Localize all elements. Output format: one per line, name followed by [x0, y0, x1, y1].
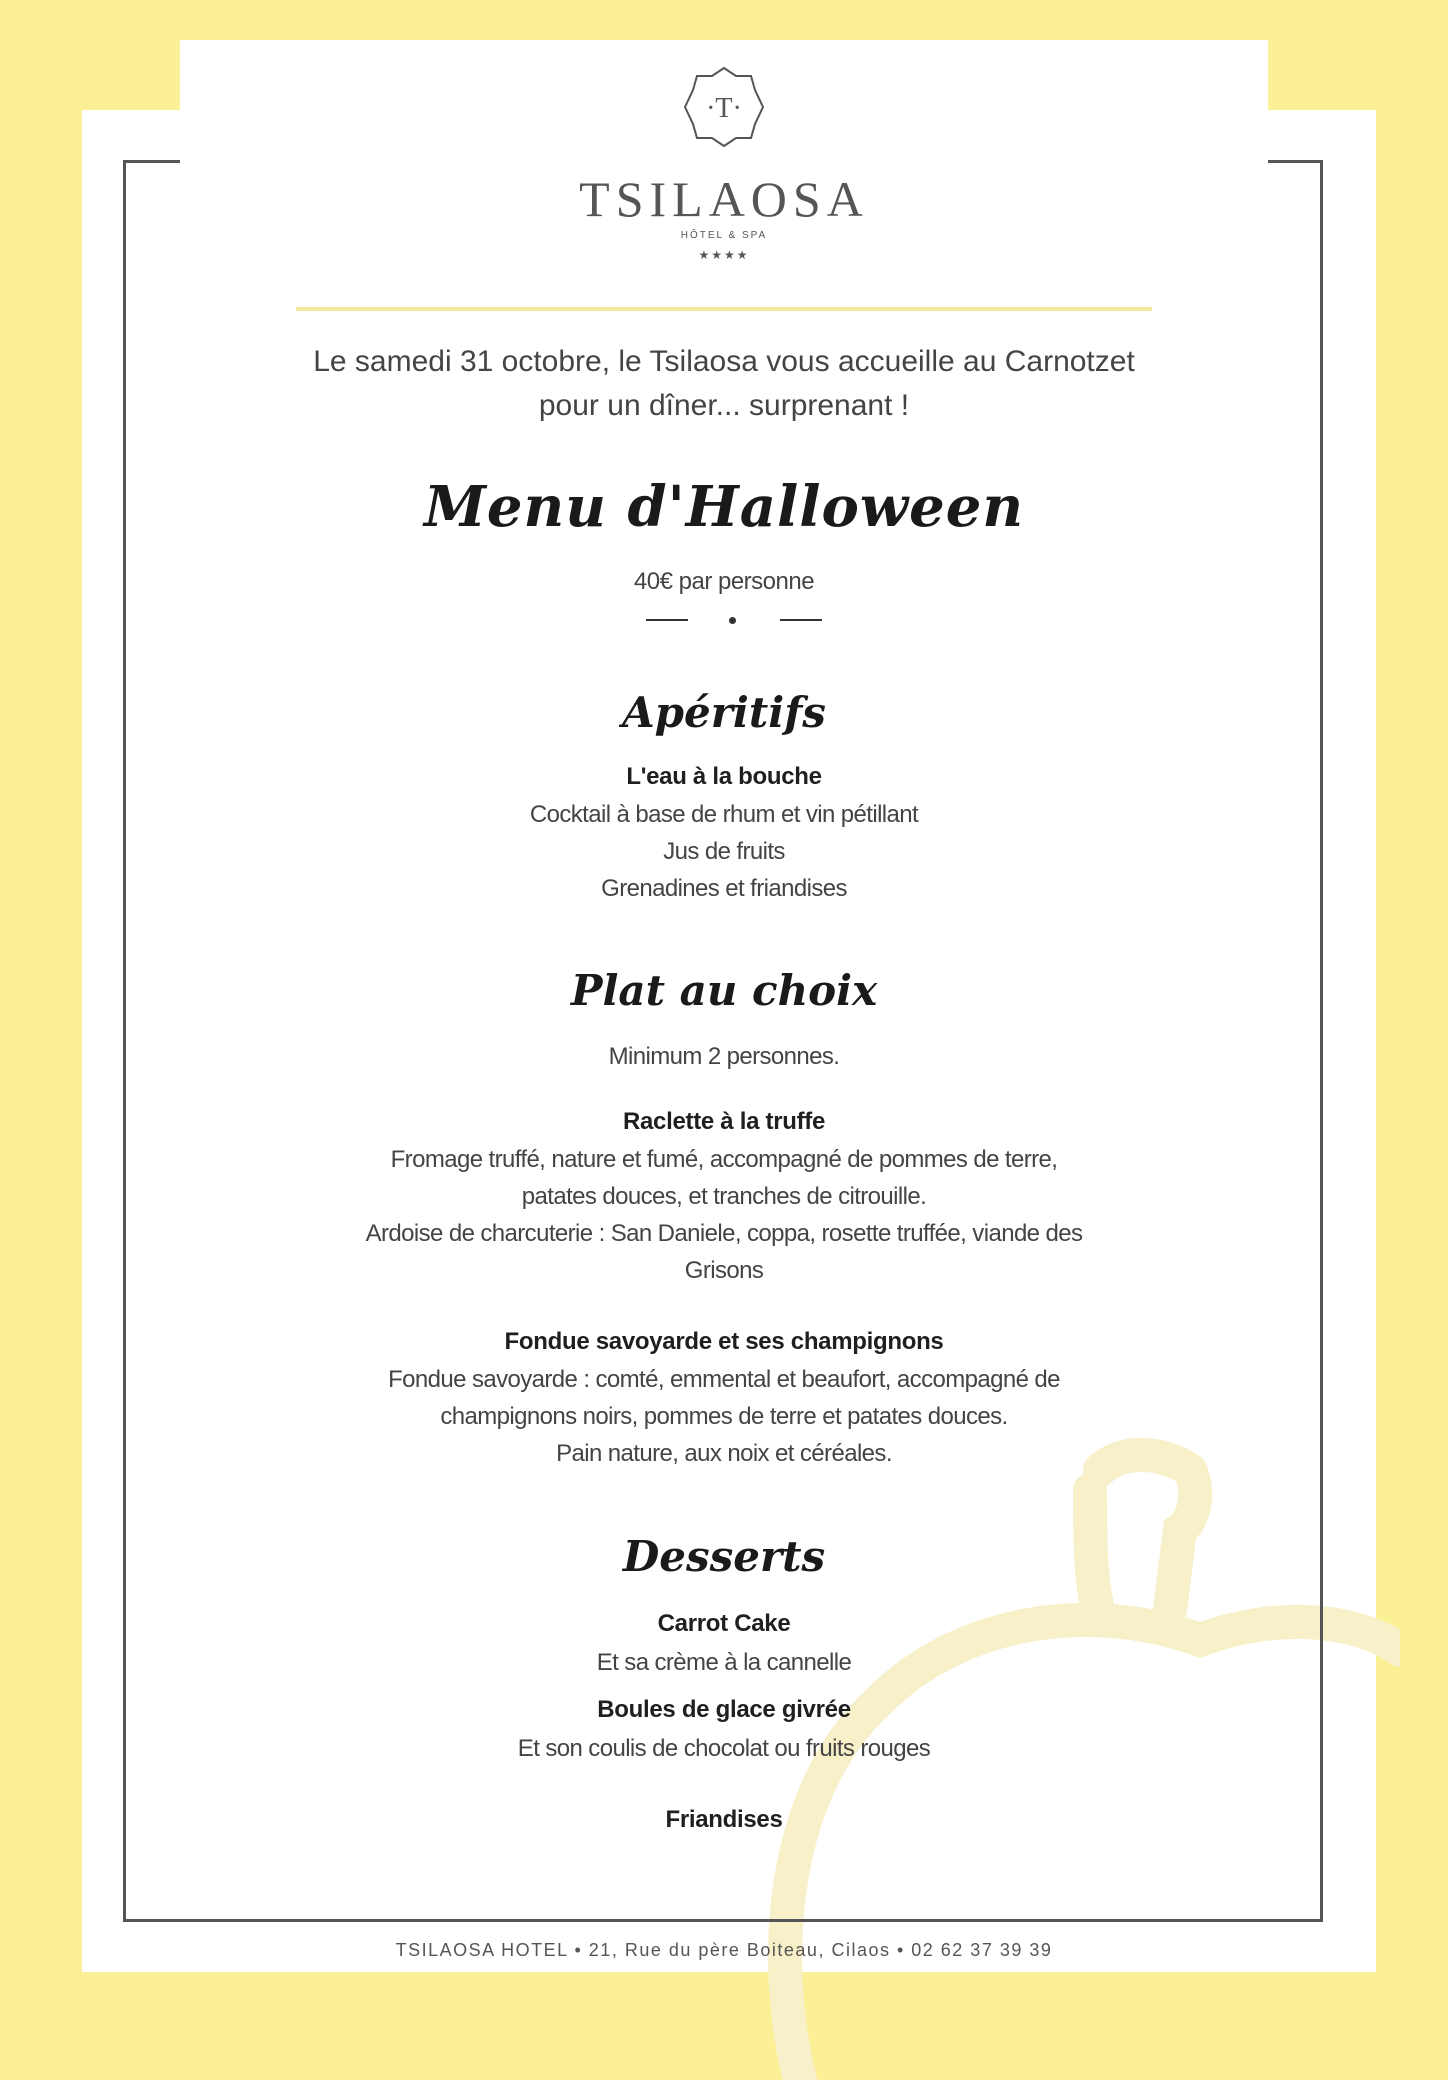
glace-title: Boules de glace givrée	[597, 1696, 851, 1723]
brand-name: TSILAOSA	[579, 171, 869, 227]
intro-line-1: Le samedi 31 octobre, le Tsilaosa vous accueille au Carnotzet	[313, 345, 1135, 378]
carrot-cake-description: Et sa crème à la cannelle	[596, 1649, 852, 1676]
raclette-line: Grisons	[684, 1257, 764, 1284]
aperitif-line: Jus de fruits	[663, 838, 785, 865]
glace-description: Et son coulis de chocolat ou fruits rouges	[517, 1735, 931, 1762]
fondue-line: champignons noirs, pommes de terre et patates douces.	[440, 1403, 1008, 1430]
ornament-divider	[646, 617, 822, 623]
brand-subtitle: HÔTEL & SPA	[680, 230, 768, 241]
monogram-text: ·T·	[706, 93, 742, 124]
divider-line-right	[780, 619, 822, 621]
raclette-title: Raclette à la truffe	[622, 1108, 826, 1135]
carrot-cake-title: Carrot Cake	[657, 1610, 791, 1637]
divider-dot	[729, 617, 736, 624]
raclette-line: patates douces, et tranches de citrouille.	[521, 1183, 927, 1210]
raclette-description	[0, 1141, 1448, 1289]
intro-line-2: pour un dîner... surprenant !	[538, 389, 910, 422]
divider-line-left	[646, 619, 688, 621]
intro-text	[0, 340, 1448, 428]
friandises-title: Friandises	[665, 1806, 783, 1833]
section-heading-desserts: Desserts	[622, 1532, 826, 1581]
aperitif-line: Cocktail à base de rhum et vin pétillant	[529, 801, 919, 828]
fondue-title: Fondue savoyarde et ses champignons	[504, 1328, 944, 1355]
menu-price: 40€ par personne	[633, 568, 815, 595]
aperitif-line: Grenadines et friandises	[601, 875, 847, 902]
hotel-monogram-logo	[683, 66, 765, 148]
header-divider	[296, 307, 1152, 311]
raclette-line: Fromage truffé, nature et fumé, accompagné de pommes de terre,	[390, 1146, 1058, 1173]
section-heading-aperitifs: Apéritifs	[622, 688, 826, 737]
menu-title: Menu d'Halloween	[423, 474, 1025, 540]
fondue-description	[0, 1361, 1448, 1472]
fondue-line: Pain nature, aux noix et céréales.	[556, 1440, 892, 1467]
raclette-line: Ardoise de charcuterie : San Daniele, coppa, rosette truffée, viande des	[365, 1220, 1083, 1247]
footer-address: TSILAOSA HOTEL • 21, Rue du père Boiteau, Cilaos • 02 62 37 39 39	[395, 1940, 1053, 1960]
section-heading-plat: Plat au choix	[570, 966, 878, 1015]
aperitif-description	[0, 796, 1448, 907]
fondue-line: Fondue savoyarde : comté, emmental et beaufort, accompagné de	[388, 1366, 1060, 1393]
brand-stars: ★★★★	[698, 248, 750, 262]
plat-note: Minimum 2 personnes.	[608, 1043, 840, 1070]
aperitif-item-title: L'eau à la bouche	[626, 763, 822, 790]
